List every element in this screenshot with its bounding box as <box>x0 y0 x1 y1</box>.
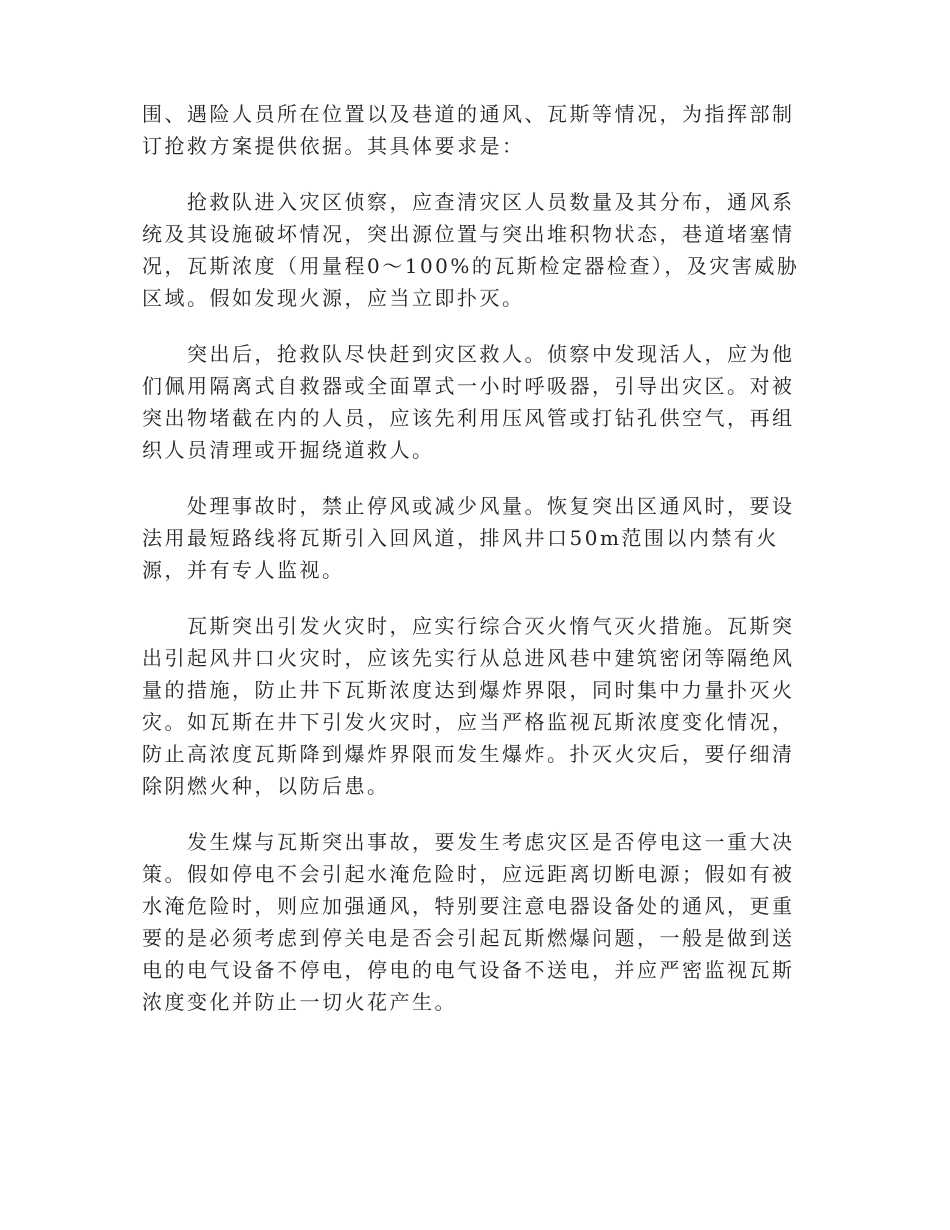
paragraph-reconnaissance: 抢救队进入灾区侦察，应查清灾区人员数量及其分布，通风系统及其设施破坏情况，突出源位置与突出堆积物状态，巷道堵塞情况，瓦斯浓度（用量程0～100%的瓦斯检定器检查），及灾害威胁区域。假如发现火源，应当立即扑灭。 <box>142 190 800 310</box>
document-body <box>142 98 812 1042</box>
paragraph-rescue: 突出后，抢救队尽快赶到灾区救人。侦察中发现活人，应为他们佩用隔离式自救器或全面罩式一小时呼吸器，引导出灾区。对被突出物堵截在内的人员，应该先利用压风管或打钻孔供空气，再组织人员清理或开掘绕道救人。 <box>142 342 795 462</box>
paragraph-fire: 瓦斯突出引发火灾时，应实行综合灭火惰气灭火措施。瓦斯突出引起风井口火灾时，应该先实行从总进风巷中建筑密闭等隔绝风量的措施，防止井下瓦斯浓度达到爆炸界限，同时集中力量扑灭火灾。如瓦斯在井下引发火灾时，应当严格监视瓦斯浓度变化情况，防止高浓度瓦斯降到爆炸界限而发生爆炸。扑灭火灾后，要仔细清除阴燃火种，以防后患。 <box>142 614 795 798</box>
paragraph-power: 发生煤与瓦斯突出事故，要发生考虑灾区是否停电这一重大决策。假如停电不会引起水淹危险时，应远距离切断电源；假如有被水淹危险时，则应加强通风，特别要注意电器设备处的通风，更重要的是必须考虑到停关电是否会引起瓦斯燃爆问题，一般是做到送电的电气设备不停电，停电的电气设备不送电，并应严密监视瓦斯浓度变化并防止一切火花产生。 <box>142 830 795 1014</box>
paragraph-continuation: 围、遇险人员所在位置以及巷道的通风、瓦斯等情况，为指挥部制订抢救方案提供依据。其具体要求是： <box>142 102 795 158</box>
paragraph-ventilation: 处理事故时，禁止停风或减少风量。恢复突出区通风时，要设法用最短路线将瓦斯引入回风道，排风井口50m范围以内禁有火源，并有专人监视。 <box>142 494 795 582</box>
